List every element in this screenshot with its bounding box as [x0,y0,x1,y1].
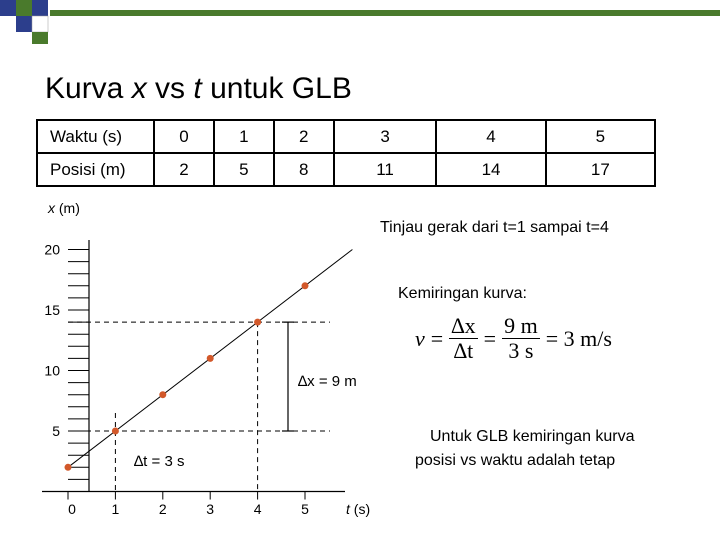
conclusion-line-1: Untuk GLB kemiringan kurva [430,428,635,445]
formula-den-3s: 3 s [508,338,534,364]
slope-title: Kemiringan kurva: [398,285,527,302]
table-cell: 3 [334,120,437,153]
y-axis-label-var: x [48,200,55,216]
review-note: Tinjau gerak dari t=1 sampai t=4 [380,219,609,236]
table-cell: 5 [214,153,274,186]
formula-num-9m: 9 m [504,313,538,338]
y-tick-label: 10 [44,362,60,379]
table-cell: 2 [274,120,334,153]
title-suffix: untuk GLB [201,72,352,105]
y-tick-label: 20 [44,241,60,258]
formula-v: v [415,325,425,351]
title-mid: vs [146,72,194,105]
formula-equals: = [430,325,444,351]
data-point [159,391,166,398]
table-cell: 8 [274,153,334,186]
data-point [207,355,214,362]
table-cell: 1 [214,120,274,153]
table-cell: 2 [154,153,214,186]
table-cell: 4 [436,120,545,153]
x-tick-label: 4 [253,501,262,517]
delta-x-label: ∆x = 9 m [298,373,357,390]
x-tick-label: 5 [301,501,309,517]
formula-den-delta-t: ∆t [453,338,474,364]
title-prefix: Kurva [45,72,132,105]
data-point [254,319,261,326]
table-cell: 11 [334,153,437,186]
x-axis-label-var: t [346,501,350,517]
y-tick-label: 5 [52,423,60,439]
table-row-header: Waktu (s) [37,120,154,153]
table-cell: 14 [436,153,545,186]
table-row-header: Posisi (m) [37,153,154,186]
x-tick-label: 2 [158,501,167,517]
title-x: x [131,72,147,105]
conclusion-line-2: posisi vs waktu adalah tetap [415,452,616,469]
x-axis-label: t (s) [346,501,371,517]
x-tick-label: 0 [68,501,76,517]
formula-result: = 3 m/s [545,325,612,351]
x-tick-label: 1 [111,501,120,517]
delta-t-label: ∆t = 3 s [134,453,185,470]
table-cell: 17 [546,153,655,186]
data-point [65,464,72,471]
formula-equals: = [483,325,497,351]
formula-num-delta-x: ∆x [451,313,476,338]
data-point [302,282,309,289]
table-cell: 5 [546,120,655,153]
table-cell: 0 [154,120,214,153]
x-tick-label: 3 [206,501,215,517]
data-point [112,428,119,435]
y-tick-label: 15 [44,302,60,318]
y-axis-label: x (m) [48,200,80,216]
title-t: t [193,72,202,105]
